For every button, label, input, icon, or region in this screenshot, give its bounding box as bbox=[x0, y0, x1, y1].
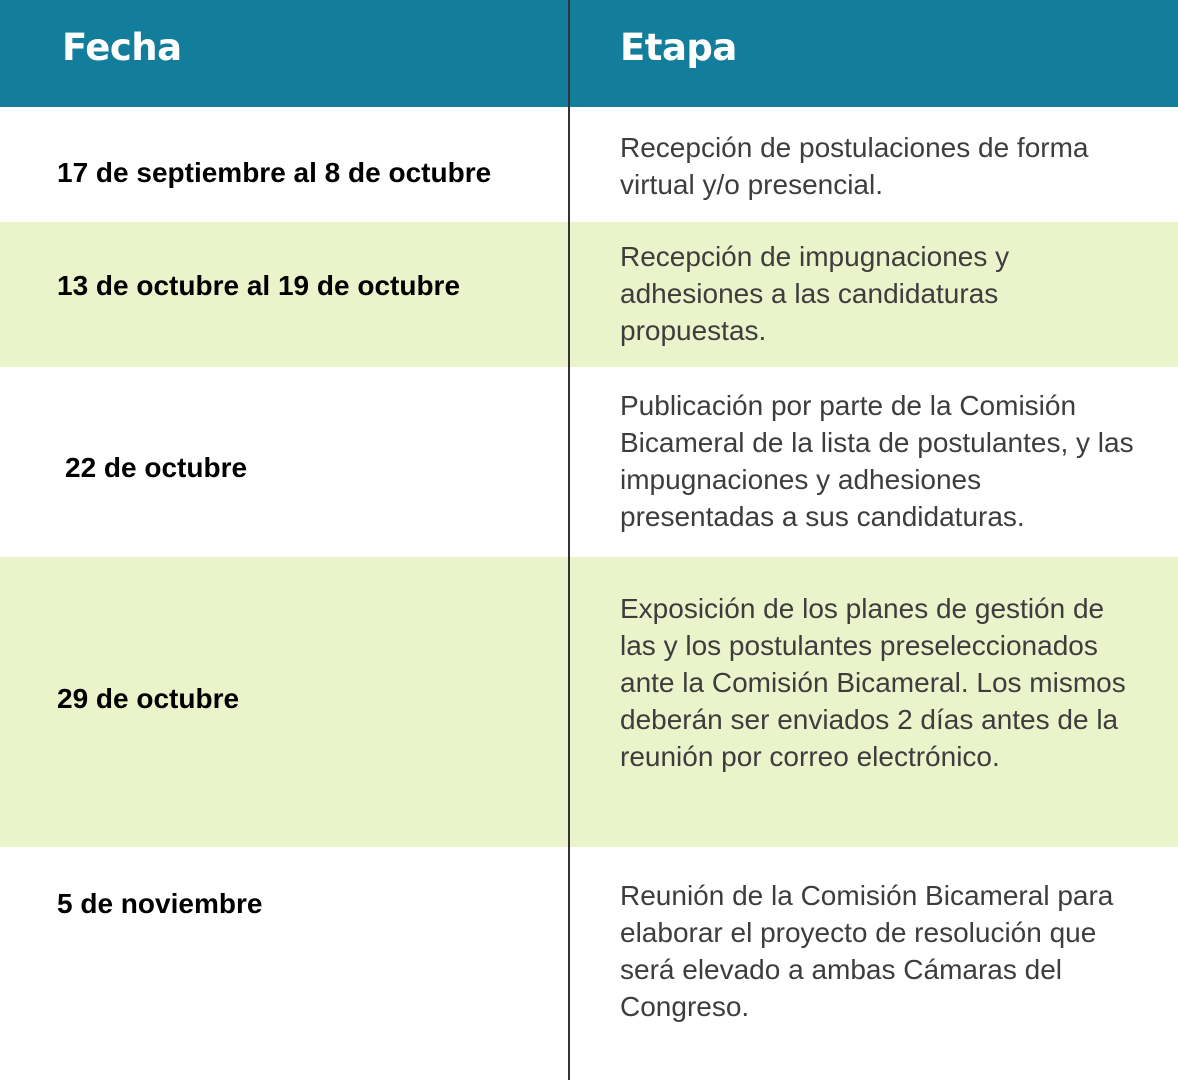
column-header-stage: Etapa bbox=[620, 26, 737, 69]
row-stage: Reunión de la Comisión Bicameral para elaborar el proyecto de resolución que será elevado a ambas Cámaras del Congreso. bbox=[620, 880, 1114, 1022]
column-divider bbox=[568, 0, 570, 1080]
row-date: 5 de noviembre bbox=[57, 888, 263, 919]
row-stage: Recepción de postulaciones de forma virtual y/o presencial. bbox=[620, 132, 1089, 200]
column-header-date: Fecha bbox=[62, 26, 182, 69]
row-date: 22 de octubre bbox=[65, 452, 248, 483]
table-row bbox=[0, 367, 1178, 557]
table-header bbox=[0, 0, 1178, 107]
table-row bbox=[0, 557, 1178, 847]
row-date: 17 de septiembre al 8 de octubre bbox=[57, 157, 492, 188]
row-date: 29 de octubre bbox=[57, 683, 240, 714]
row-date: 13 de octubre al 19 de octubre bbox=[57, 270, 461, 301]
table-row bbox=[0, 107, 1178, 222]
row-stage: Recepción de impugnaciones y adhesiones a las candidaturas propuestas. bbox=[620, 241, 1010, 346]
row-stage: Publicación por parte de la Comisión Bicameral de la lista de postulantes, y las impugnaciones y adhesiones presentadas a sus candidaturas. bbox=[620, 390, 1134, 532]
row-stage: Exposición de los planes de gestión de las y los postulantes preseleccionados ante la Comisión Bicameral. Los mismos deberán ser enviados 2 días antes de la reunión por correo electrónico. bbox=[620, 593, 1126, 772]
table-row bbox=[0, 222, 1178, 367]
table-row bbox=[0, 847, 1178, 1080]
